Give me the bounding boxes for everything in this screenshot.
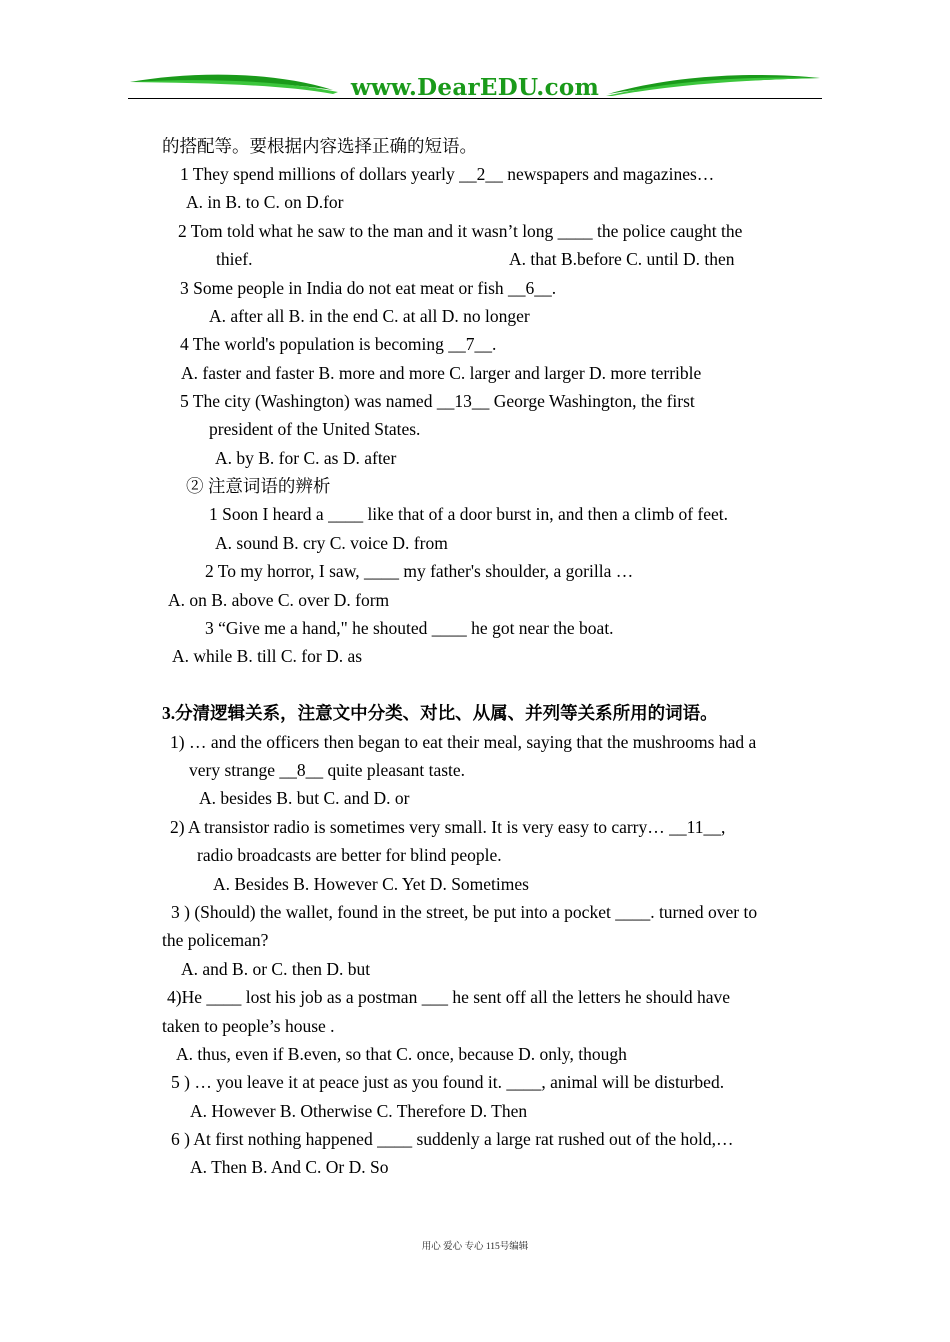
options-line: A. Besides B. However C. Yet D. Sometimes (213, 874, 529, 894)
options-line: A. on B. above C. over D. form (168, 590, 390, 610)
question-line: 2 Tom told what he saw to the man and it wasn’t long ____ the police caught the (178, 221, 743, 241)
question-line: 4 The world's population is becoming __7__. (180, 334, 497, 354)
question-line: 3 Some people in India do not eat meat or fish __6__. (180, 278, 557, 298)
options-line: A. sound B. cry C. voice D. from (215, 533, 448, 553)
options-line: A. thus, even if B.even, so that C. once, because D. only, though (176, 1044, 627, 1064)
options-line: A. after all B. in the end C. at all D. no longer (209, 306, 530, 326)
options-line: A. in B. to C. on D.for (186, 192, 344, 212)
question-line: 1 Soon I heard a ____ like that of a door burst in, and then a climb of feet. (209, 504, 729, 524)
section-heading: ② 注意词语的辨析 (186, 476, 331, 496)
question-line: 4)He ____ lost his job as a postman ___ he sent off all the letters he should have (167, 987, 730, 1007)
text-line: 的搭配等。要根据内容选择正确的短语。 (162, 136, 477, 156)
options-line: A. Then B. And C. Or D. So (190, 1157, 389, 1177)
question-line: 1 They spend millions of dollars yearly __2__ newspapers and magazines… (180, 164, 715, 184)
options-line: A. by B. for C. as D. after (215, 448, 397, 468)
question-line: 2) A transistor radio is sometimes very small. It is very easy to carry… __11__, (170, 817, 726, 837)
options-line: A. faster and faster B. more and more C. larger and larger D. more terrible (181, 363, 702, 383)
options-line: A. and B. or C. then D. but (181, 959, 371, 979)
question-line: 1) … and the officers then began to eat their meal, saying that the mushrooms had a (170, 732, 757, 752)
section-heading: 3.分清逻辑关系，注意文中分类、对比、从属、并列等关系所用的词语。 (162, 703, 718, 723)
options-line: A. that B.before C. until D. then (509, 249, 735, 269)
question-line: 6 ) At first nothing happened ____ suddenly a large rat rushed out of the hold,… (171, 1129, 734, 1149)
options-line: A. while B. till C. for D. as (172, 646, 363, 666)
question-line: radio broadcasts are better for blind people. (197, 845, 502, 865)
page-footer: 用心 爱心 专心 115号编辑 (421, 1242, 529, 1252)
question-line: 5 The city (Washington) was named __13__ George Washington, the first (180, 391, 695, 411)
question-line: president of the United States. (209, 419, 421, 439)
page-header (128, 70, 822, 104)
question-line: thief. (216, 249, 253, 269)
question-line: 3 ) (Should) the wallet, found in the street, be put into a pocket ____. turned over to (171, 902, 758, 922)
question-line: very strange __8__ quite pleasant taste. (189, 760, 466, 780)
question-line: the policeman? (162, 930, 269, 950)
options-line: A. besides B. but C. and D. or (199, 788, 410, 808)
site-name: www.DearEDU.com (350, 74, 600, 101)
question-line: 3 “Give me a hand," he shouted ____ he got near the boat. (205, 618, 614, 638)
options-line: A. However B. Otherwise C. Therefore D. Then (190, 1101, 528, 1121)
header-rule (128, 98, 822, 99)
question-line: 2 To my horror, I saw, ____ my father's shoulder, a gorilla … (205, 561, 634, 581)
question-line: 5 ) … you leave it at peace just as you found it. ____, animal will be disturbed. (171, 1072, 725, 1092)
question-line: taken to people’s house . (162, 1016, 335, 1036)
